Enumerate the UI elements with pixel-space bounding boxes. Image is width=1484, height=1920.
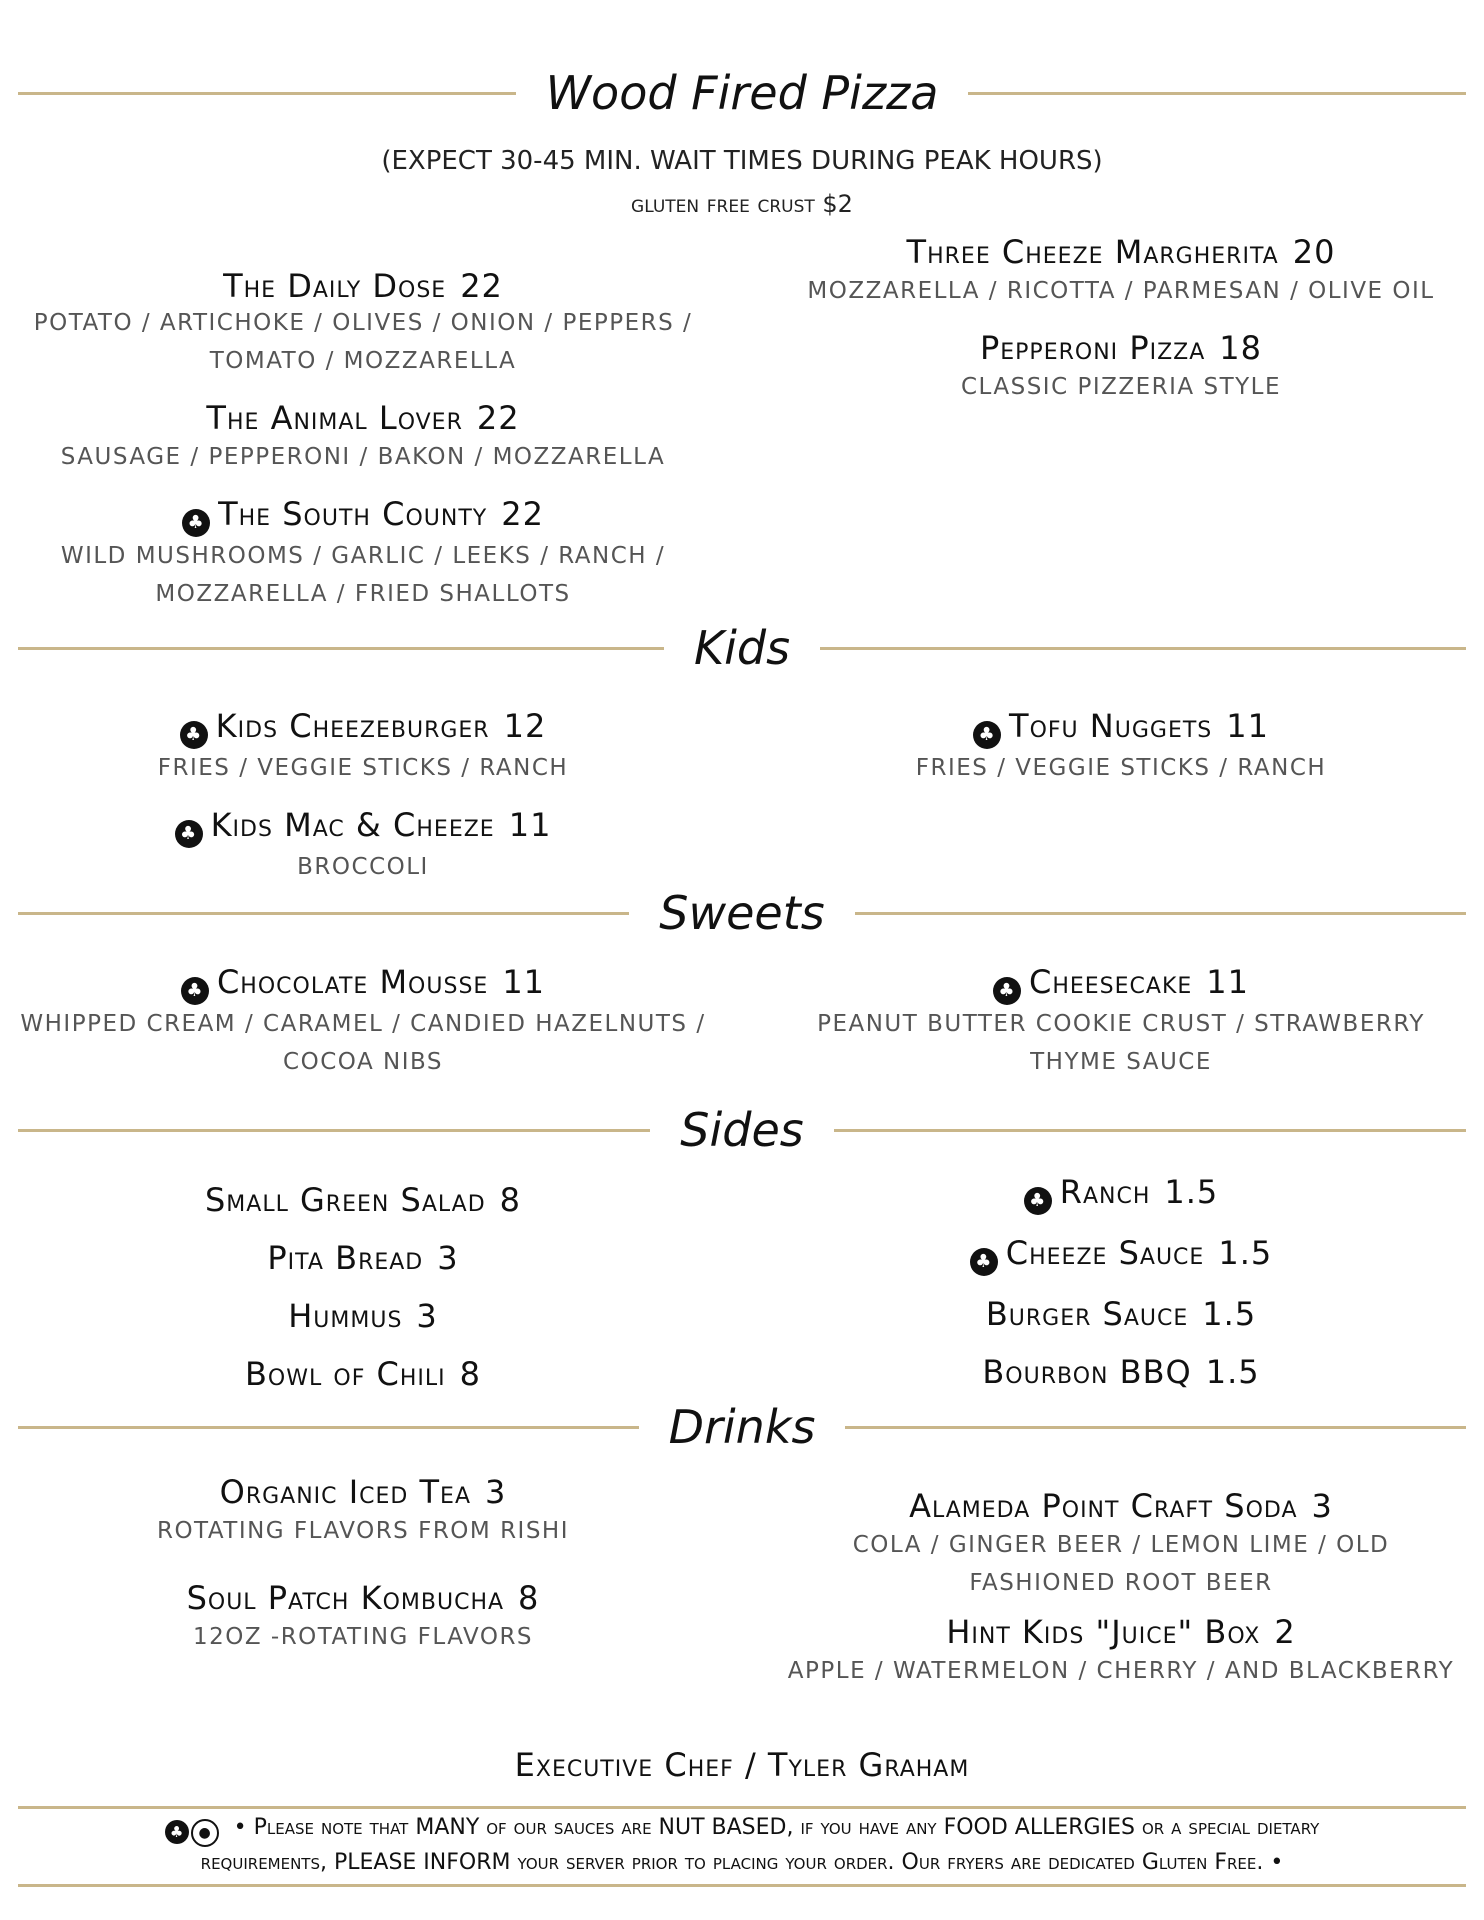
item-name: Chocolate Mousse [216,963,489,1001]
divider [18,92,516,95]
vegan-icon: ♣ [182,509,210,537]
item-name-line [18,962,708,1005]
item-name-line [18,1296,708,1336]
menu-item [776,1486,1466,1602]
kids-left-column [18,706,708,886]
section-title: Kids [693,621,791,675]
divider [18,1426,639,1429]
item-name: Pita Bread [267,1239,424,1277]
item-price: 11 [1226,707,1269,745]
footer-divider-bottom [18,1884,1466,1887]
menu-item [776,706,1466,787]
item-name: Cheeze Sauce [1005,1234,1205,1272]
item-name: Tofu Nuggets [1009,707,1213,745]
pizza-right-column [776,232,1466,406]
item-description: ROTATING FLAVORS FROM RISHI [156,1518,570,1544]
vegan-icon: ♣ [175,820,203,848]
menu-item [18,1180,708,1220]
item-price: 22 [501,495,544,533]
item-name-line [18,1238,708,1278]
item-price: 2 [1274,1613,1296,1651]
allergy-notice-line-1 [30,1812,1454,1847]
allergy-notice-text-1: • Please note that MANY of our sauces are NUT BASED, if you have any FOOD ALLERGIES or a special dietary [233,1815,1320,1840]
item-name: The Daily Dose [223,267,447,305]
gluten-free-note: gluten free crust $2 [631,190,853,218]
item-description: BROCCOLI [297,854,429,880]
item-name-line [776,1172,1466,1215]
menu-item [18,962,708,1081]
item-description: POTATO / ARTICHOKE / OLIVES / ONION / PEPPERS / TOMATO / MOZZARELLA [33,310,693,374]
section-header-kids [18,621,1466,675]
item-price: 1.5 [1218,1234,1273,1272]
item-name: Kids Cheezeburger [215,707,490,745]
item-name-line [18,1472,708,1512]
item-price: 8 [499,1181,521,1219]
section-title: Wood Fired Pizza [545,66,939,120]
executive-chef: Executive Chef / Tyler Graham [514,1746,970,1784]
divider [820,647,1466,650]
item-name-line [776,1294,1466,1334]
menu-item [18,398,708,476]
item-name: Ranch [1059,1173,1151,1211]
item-name: Burger Sauce [985,1295,1189,1333]
item-name-line [18,1180,708,1220]
nut-icon: ● [191,1819,219,1847]
menu-item [18,1472,708,1550]
item-price: 11 [502,963,546,1001]
drinks-right-column [776,1486,1466,1690]
item-name-line [18,1578,708,1618]
divider [18,912,629,915]
item-name: The South County [218,495,488,533]
section-title: Sides [680,1103,804,1157]
item-name: Cheesecake [1028,963,1193,1001]
item-price: 1.5 [1205,1353,1260,1391]
menu-item [776,328,1466,406]
kids-right-column [776,706,1466,787]
vegan-icon: ♣ [973,721,1001,749]
item-description: APPLE / WATERMELON / CHERRY / AND BLACKBERRY [787,1658,1455,1684]
menu-item [776,1612,1466,1690]
item-name: Alameda Point Craft Soda [909,1487,1298,1525]
sweets-left-column [18,962,708,1081]
item-price: 3 [416,1297,438,1335]
menu-item [18,805,708,886]
item-name-line [776,706,1466,749]
item-name: The Animal Lover [206,399,463,437]
allergy-notice-line-2: requirements, PLEASE INFORM your server prior to placing your order. Our fryers are dedicated Gluten Free. • [200,1850,1284,1875]
item-description: 12OZ -ROTATING FLAVORS [192,1624,534,1650]
item-name: Kids Mac & Cheeze [210,806,495,844]
menu-item [18,706,708,787]
menu-item [776,232,1466,310]
item-name: Pepperoni Pizza [979,329,1206,367]
item-name: Bourbon BBQ [982,1353,1192,1391]
item-description: WHIPPED CREAM / CARAMEL / CANDIED HAZELNUTS / COCOA NIBS [20,1011,706,1075]
allergy-notice [30,1812,1454,1879]
wait-time-note: (EXPECT 30-45 MIN. WAIT TIMES DURING PEAK HOURS) [381,146,1103,176]
divider [834,1129,1466,1132]
section-header-sweets [18,886,1466,940]
divider [968,92,1466,95]
menu-item [776,1233,1466,1276]
divider [18,647,664,650]
item-price: 22 [460,267,503,305]
menu-item [776,1172,1466,1215]
item-name: Soul Patch Kombucha [186,1579,505,1617]
item-name-line [18,1354,708,1394]
item-description: COLA / GINGER BEER / LEMON LIME / OLD FASHIONED ROOT BEER [852,1532,1390,1596]
item-name: Organic Iced Tea [219,1473,471,1511]
menu-item [18,1296,708,1336]
item-description: CLASSIC PIZZERIA STYLE [960,374,1282,400]
menu-item [18,1354,708,1394]
sides-left-column [18,1180,708,1394]
footer-divider-top [18,1806,1466,1809]
menu-item [18,1238,708,1278]
item-price: 3 [485,1473,507,1511]
item-description: SAUSAGE / PEPPERONI / BAKON / MOZZARELLA [60,444,666,470]
item-price: 1.5 [1164,1173,1219,1211]
pizza-left-column [18,266,708,613]
item-name-line [776,1612,1466,1652]
item-name: Three Cheeze Margherita [906,233,1279,271]
vegan-icon: ♣ [1024,1187,1052,1215]
item-name-line [18,494,708,537]
item-name: Small Green Salad [204,1181,486,1219]
vegan-icon: ♣ [181,977,209,1005]
sides-right-column [776,1172,1466,1392]
item-name-line [776,1352,1466,1392]
item-name-line [776,1486,1466,1526]
item-price: 22 [476,399,520,437]
menu-item [776,1294,1466,1334]
item-price: 18 [1219,329,1263,367]
menu-item [18,494,708,613]
vegan-icon: ♣ [970,1248,998,1276]
item-name-line [776,328,1466,368]
menu-item [776,1352,1466,1392]
item-name-line [18,706,708,749]
item-price: 8 [459,1355,482,1393]
item-name-line [18,398,708,438]
item-description: WILD MUSHROOMS / GARLIC / LEEKS / RANCH / MOZZARELLA / FRIED SHALLOTS [60,543,666,607]
section-title: Drinks [668,1400,816,1454]
item-description: PEANUT BUTTER COOKIE CRUST / STRAWBERRY THYME SAUCE [817,1011,1425,1075]
drinks-left-column [18,1472,708,1656]
item-name-line [776,1233,1466,1276]
item-price: 3 [437,1239,459,1277]
menu-item [18,1578,708,1656]
item-name-line [776,962,1466,1005]
sweets-right-column [776,962,1466,1081]
section-title: Sweets [659,886,825,940]
item-name-line [18,266,708,306]
item-description: FRIES / VEGGIE STICKS / RANCH [915,755,1327,781]
item-name: Bowl of Chili [244,1355,446,1393]
item-price: 12 [503,707,547,745]
item-price: 3 [1311,1487,1333,1525]
item-price: 1.5 [1202,1295,1257,1333]
item-name-line [18,805,708,848]
vegan-icon: ♣ [993,977,1021,1005]
item-name: Hint Kids "Juice" Box [946,1613,1261,1651]
item-description: MOZZARELLA / RICOTTA / PARMESAN / OLIVE OIL [807,278,1435,304]
section-header-drinks [18,1400,1466,1454]
menu-item [776,962,1466,1081]
item-description: FRIES / VEGGIE STICKS / RANCH [157,755,569,781]
menu-item [18,266,708,380]
item-price: 11 [1206,963,1249,1001]
section-header-sides [18,1103,1466,1157]
item-price: 20 [1292,233,1336,271]
divider [18,1129,650,1132]
item-name: Hummus [288,1297,403,1335]
section-header-pizza [18,66,1466,120]
item-name-line [776,232,1466,272]
vegan-icon: ♣ [180,721,208,749]
divider [855,912,1466,915]
divider [845,1426,1466,1429]
item-price: 8 [518,1579,540,1617]
item-price: 11 [508,806,552,844]
vegan-icon: ♣ [165,1820,189,1844]
